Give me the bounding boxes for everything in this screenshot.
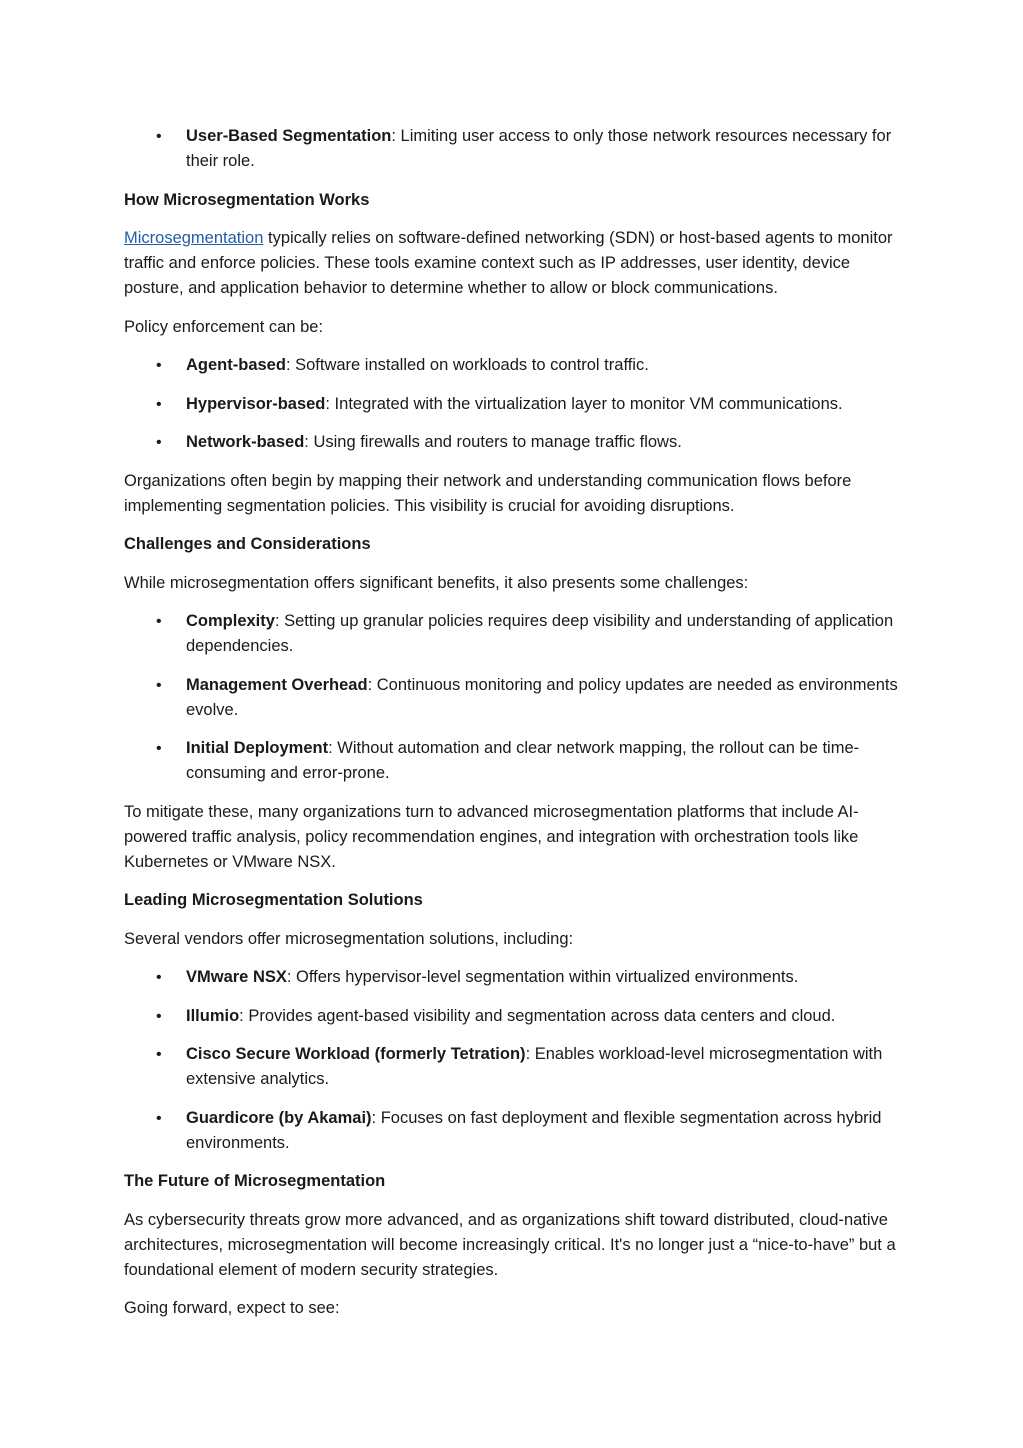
list-item — [124, 609, 899, 659]
paragraph: To mitigate these, many organizations turn to advanced microsegmentation platforms that include AI-powered traffic analysis, policy recommendation engines, and integration with orchestration tools like Kubernetes or VMware NSX. — [124, 802, 859, 871]
list-item-term: Agent-based — [186, 356, 286, 374]
section-heading-solutions: Leading Microsegmentation Solutions — [124, 891, 423, 909]
bullet-icon: • — [156, 1109, 162, 1127]
paragraph: Several vendors offer microsegmentation solutions, including: — [124, 929, 574, 948]
bullet-icon: • — [156, 357, 162, 374]
bullet-list-solutions — [124, 965, 899, 1156]
paragraph: Going forward, expect to see: — [124, 1299, 340, 1317]
paragraph: Organizations often begin by mapping their network and understanding communication flows before implementing segmentation policies. This visibility is crucial for avoiding disruptions. — [124, 471, 852, 515]
list-item — [124, 353, 899, 378]
section-heading-how: How Microsegmentation Works — [124, 190, 370, 209]
list-item — [124, 673, 899, 723]
bullet-icon: • — [156, 613, 162, 630]
list-item-desc: : Using firewalls and routers to manage traffic flows. — [304, 433, 682, 451]
bullet-icon: • — [156, 395, 162, 413]
list-item-term: Network-based — [186, 433, 305, 451]
list-item-term: User-Based Segmentation — [186, 127, 392, 145]
list-item-desc: : Integrated with the virtualization layer to monitor VM communications. — [325, 394, 843, 413]
list-item-desc: : Enables workload-level microsegmentation with extensive analytics. — [186, 1045, 883, 1088]
list-item — [124, 124, 899, 174]
section-heading-future: The Future of Microsegmentation — [124, 1172, 386, 1190]
list-item-desc: : Limiting user access to only those network resources necessary for their role. — [186, 127, 892, 170]
microsegmentation-link[interactable]: Microsegmentation — [124, 229, 264, 247]
bullet-icon: • — [156, 434, 162, 451]
paragraph: While microsegmentation offers significant benefits, it also presents some challenges: — [124, 573, 749, 592]
bullet-list-challenges — [124, 609, 899, 786]
document-page — [124, 124, 899, 1335]
bullet-icon: • — [156, 740, 162, 757]
list-item-term: Illumio — [186, 1006, 240, 1025]
list-item — [124, 736, 899, 786]
list-item — [124, 965, 899, 990]
paragraph: Microsegmentation typically relies on software-defined networking (SDN) or host-based agents to monitor traffic and enforce policies. These tools examine context such as IP addresses, user identity, device posture, and application behavior to determine whether to allow or block communications. — [124, 229, 893, 297]
bullet-icon: • — [156, 1007, 162, 1025]
list-item-term: Complexity — [186, 612, 275, 630]
bullet-icon: • — [156, 128, 162, 145]
bullet-list-enforcement — [124, 353, 899, 455]
list-item-desc: : Offers hypervisor-level segmentation within virtualized environments. — [286, 968, 799, 986]
bullet-icon: • — [156, 1046, 162, 1063]
list-item — [124, 1106, 899, 1156]
bullet-icon: • — [156, 969, 162, 986]
list-item-term: VMware NSX — [186, 968, 287, 986]
list-item-desc: : Setting up granular policies requires deep visibility and understanding of application dependencies. — [186, 612, 894, 655]
list-item-desc: : Focuses on fast deployment and flexible segmentation across hybrid environments. — [186, 1108, 882, 1152]
bullet-icon: • — [156, 676, 162, 694]
section-heading-challenges: Challenges and Considerations — [124, 535, 371, 553]
list-item-term: Initial Deployment — [186, 739, 329, 757]
list-item-desc: : Software installed on workloads to control traffic. — [285, 356, 649, 374]
paragraph: As cybersecurity threats grow more advanced, and as organizations shift toward distributed, cloud-native architectures, microsegmentation will become increasingly critical. It's no longer just a “nice-to-have” but a foundational element of modern security strategies. — [124, 1210, 896, 1279]
list-item — [124, 430, 899, 455]
list-item-desc: : Provides agent-based visibility and segmentation across data centers and cloud. — [239, 1006, 836, 1025]
bullet-list-top — [124, 124, 899, 174]
list-item-term: Cisco Secure Workload (formerly Tetration) — [186, 1045, 526, 1063]
list-item-term: Guardicore (by Akamai) — [186, 1108, 372, 1127]
list-item-term: Hypervisor-based — [186, 394, 326, 413]
list-item-term: Management Overhead — [186, 675, 368, 694]
list-item-desc: : Without automation and clear network mapping, the rollout can be time-consuming and error-prone. — [186, 739, 860, 782]
list-item — [124, 392, 899, 417]
list-item — [124, 1042, 899, 1092]
paragraph: Policy enforcement can be: — [124, 317, 324, 336]
list-item — [124, 1004, 899, 1029]
list-item-desc: : Continuous monitoring and policy updates are needed as environments evolve. — [186, 675, 898, 719]
